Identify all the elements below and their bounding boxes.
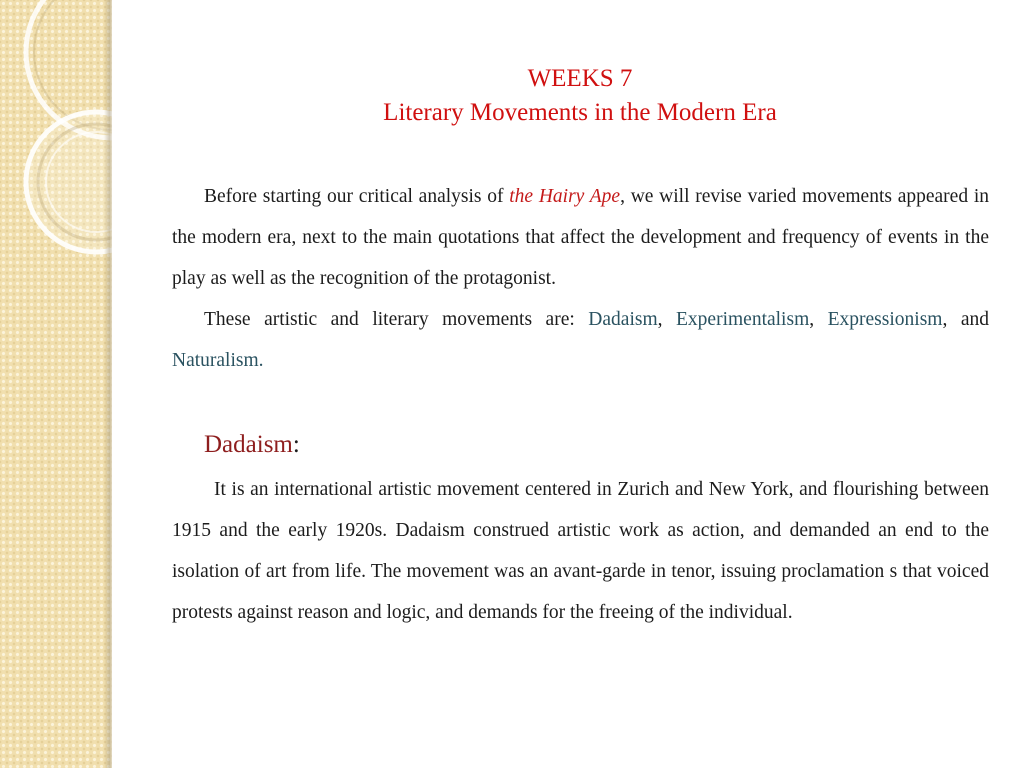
dadaism-paragraph: It is an international artistic movement centered in Zurich and New York, and flourishing between 1915 and the early 1920s. Dadaism construed artistic work as action, and demanded an end to the isolation of art from life. The movement was an avant-garde in tenor, issuing proclamation s that voiced protests against reason and logic, and demands for the freeing of the individual. bbox=[172, 479, 989, 623]
movement-expressionism: Expressionism bbox=[827, 309, 943, 330]
movement-naturalism: Naturalism. bbox=[172, 350, 264, 371]
movement-experimentalism: Experimentalism bbox=[676, 309, 810, 330]
intro-paragraph bbox=[172, 176, 989, 299]
intro-text-end: , we will revise varied movements appeared in the modern era, next to the main quotations that affect the development and frequency of events in the play as well as the recognition of the protagonist. bbox=[172, 186, 990, 289]
play-title: the Hairy Ape bbox=[509, 186, 621, 207]
movements-lead: These artistic and literary movements are: bbox=[204, 309, 589, 330]
slide-title bbox=[160, 62, 1000, 130]
movements-paragraph bbox=[172, 299, 989, 381]
dadaism-heading-text: Dadaism bbox=[204, 431, 293, 458]
title-week: WEEKS 7 bbox=[527, 65, 633, 92]
slide-body bbox=[172, 176, 989, 633]
intro-text-start: Before starting our critical analysis of bbox=[204, 186, 510, 207]
movements-separator-and: , and bbox=[942, 309, 990, 330]
title-topic: Literary Movements in the Modern Era bbox=[383, 99, 777, 126]
dadaism-heading bbox=[204, 425, 989, 465]
decorative-circles bbox=[0, 0, 112, 768]
side-band-edge bbox=[104, 0, 112, 768]
dadaism-heading-colon: : bbox=[292, 431, 300, 458]
decorative-side-band bbox=[0, 0, 112, 768]
movements-separator: , bbox=[657, 309, 677, 330]
movement-dadaism: Dadaism bbox=[588, 309, 658, 330]
movements-separator: , bbox=[809, 309, 828, 330]
